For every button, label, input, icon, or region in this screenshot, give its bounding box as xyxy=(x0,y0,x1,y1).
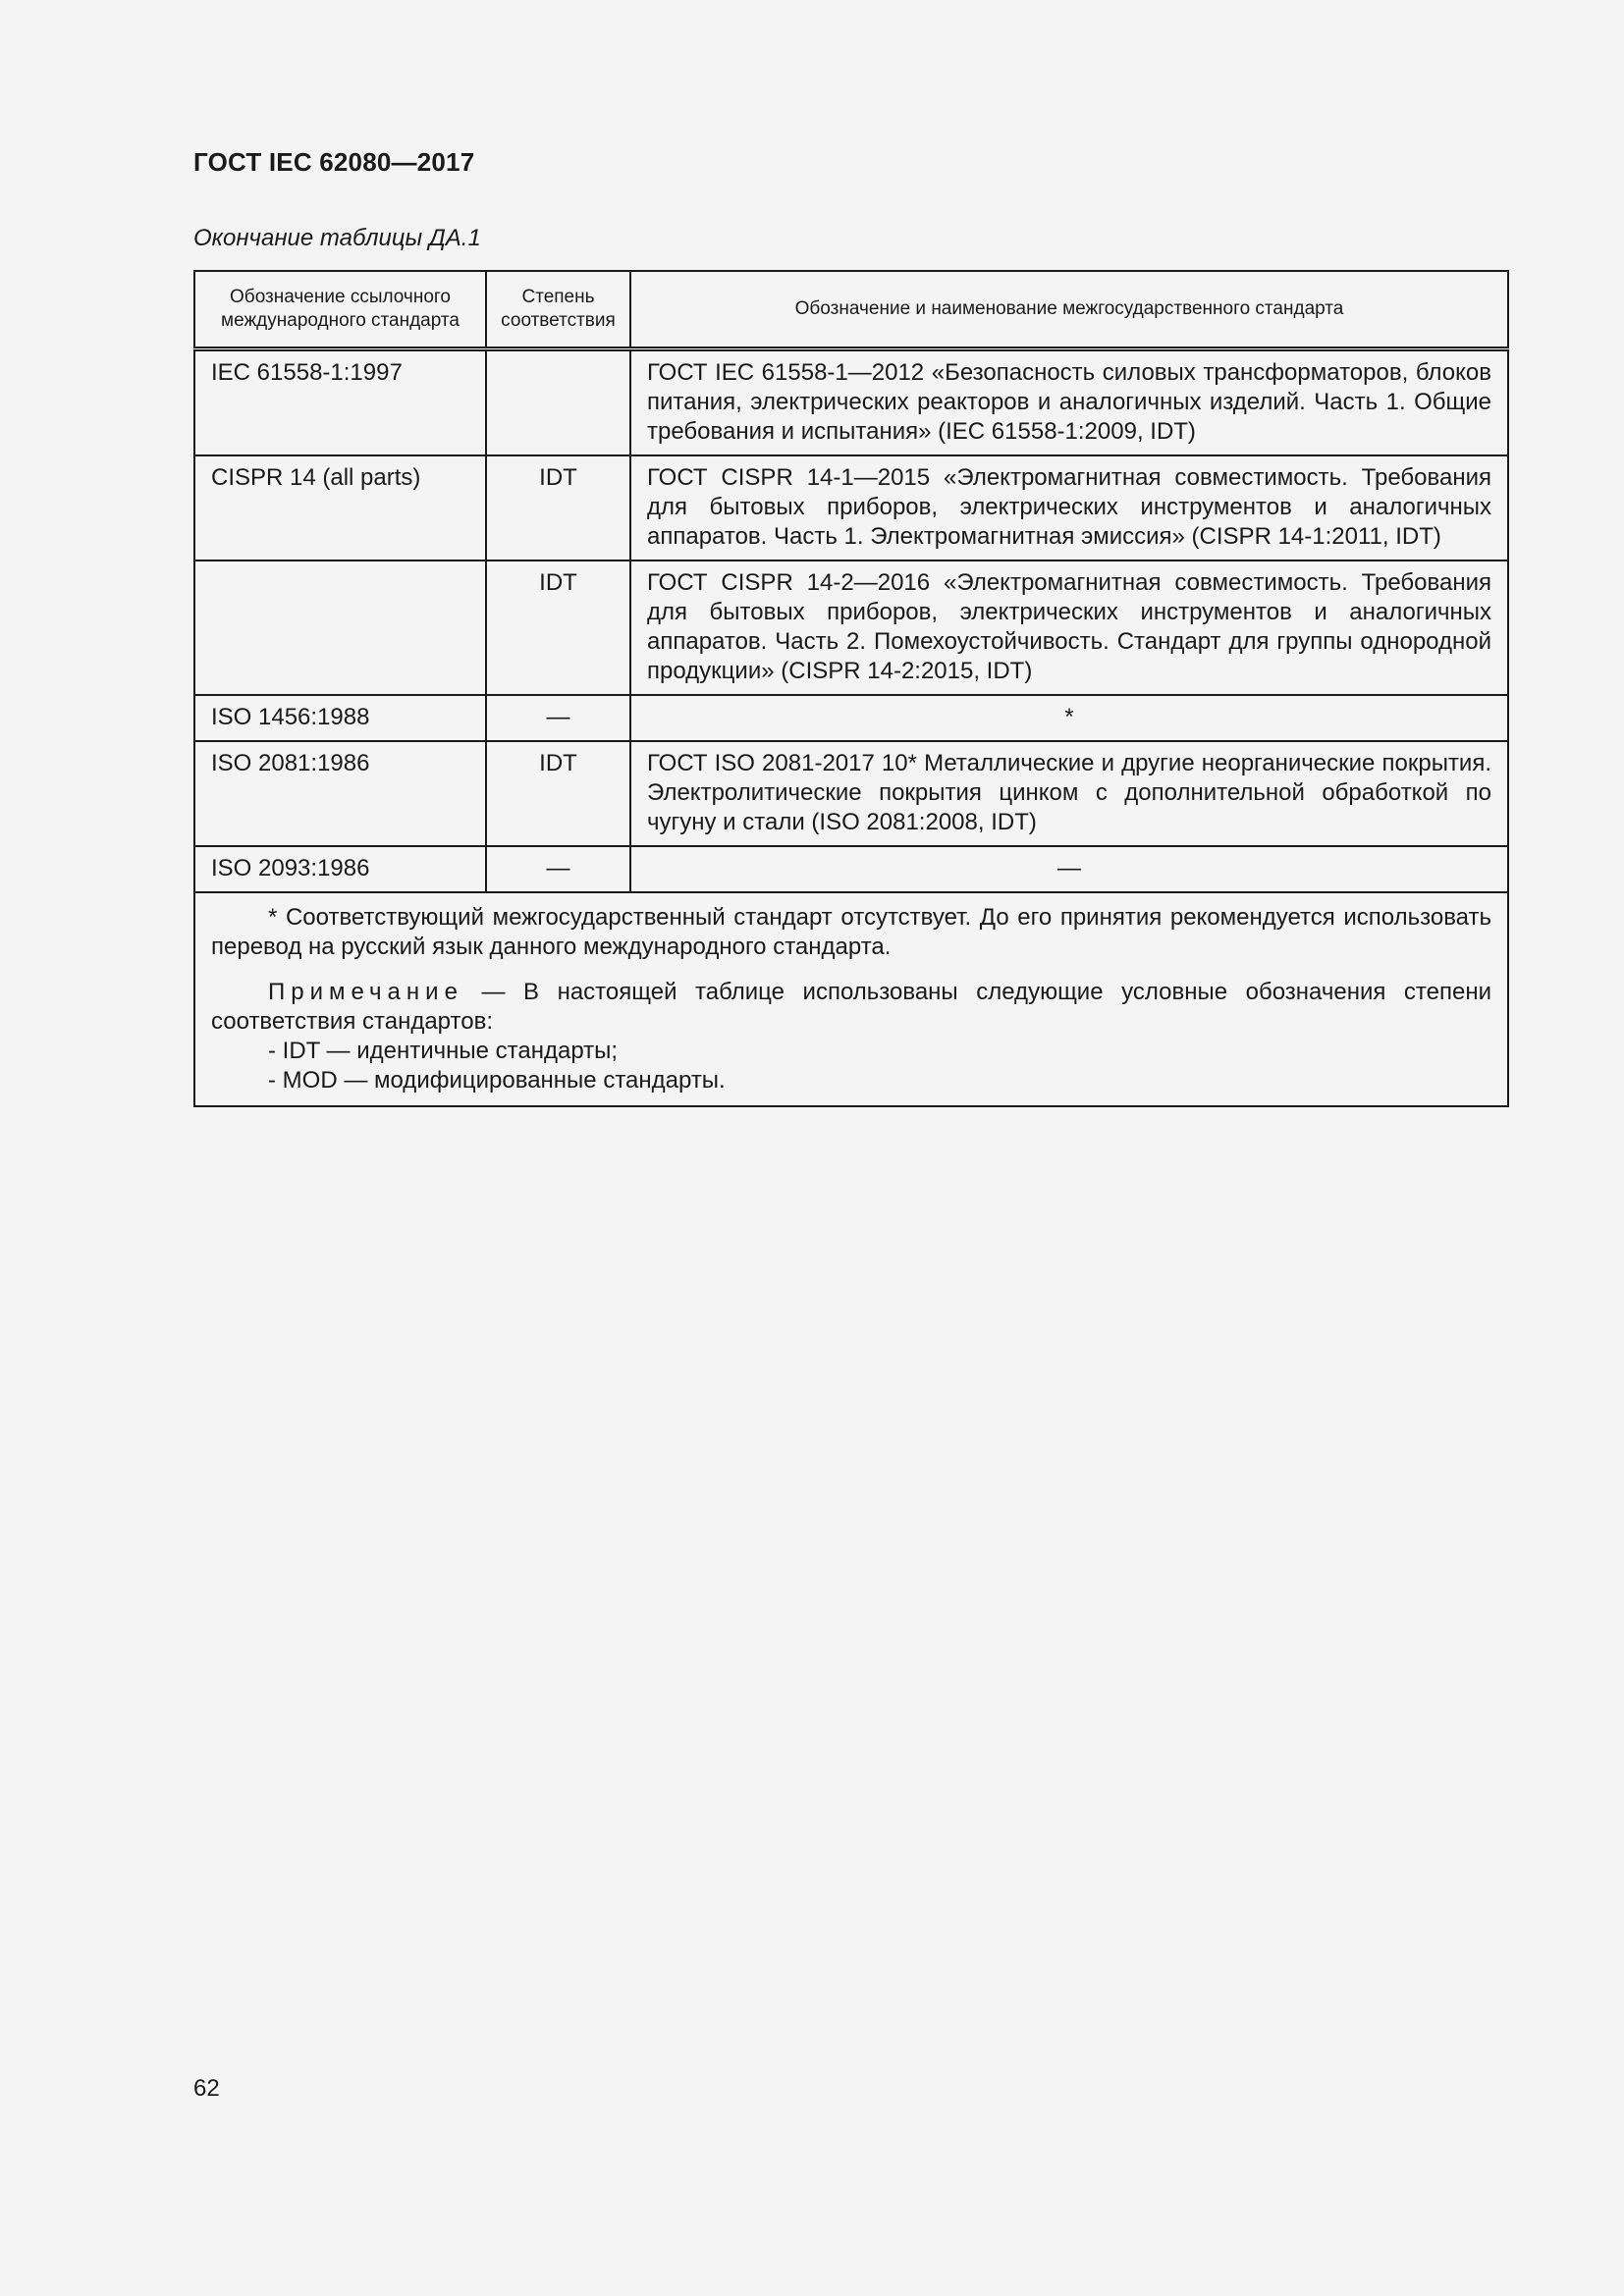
cell-standard: — xyxy=(630,846,1508,892)
cell-standard: ГОСТ IEC 61558-1—2012 «Безопасность силовых трансформаторов, блоков питания, электрических реакторов и аналогичных изделий. Часть 1. Общие требования и испытания» (IEC 61558-1:2009, IDT) xyxy=(630,349,1508,456)
cell-reference xyxy=(194,561,486,695)
page-number: 62 xyxy=(193,2075,220,2102)
note-paragraph xyxy=(211,978,1491,1037)
column-header-degree: Степень соответствия xyxy=(486,271,630,349)
cell-reference: IEC 61558-1:1997 xyxy=(194,349,486,456)
cell-reference: CISPR 14 (all parts) xyxy=(194,455,486,561)
cell-reference: ISO 2093:1986 xyxy=(194,846,486,892)
footnote-cell xyxy=(194,892,1508,1106)
cell-standard: ГОСТ ISO 2081-2017 10* Металлические и другие неорганические покрытия. Электролитические покрытия цинком с дополнительной обработкой по чугуну и стали (ISO 2081:2008, IDT) xyxy=(630,741,1508,846)
table-row xyxy=(194,349,1508,456)
column-header-reference: Обозначение ссылочного международного стандарта xyxy=(194,271,486,349)
cell-degree: IDT xyxy=(486,455,630,561)
cell-degree: IDT xyxy=(486,561,630,695)
note-item-mod: - MOD — модифицированные стандарты. xyxy=(268,1067,726,1094)
table-caption: Окончание таблицы ДА.1 xyxy=(193,225,481,251)
cell-degree: — xyxy=(486,695,630,741)
standards-table xyxy=(193,270,1509,1107)
cell-standard: ГОСТ CISPR 14-2—2016 «Электромагнитная совместимость. Требования для бытовых приборов, электрических инструментов и аналогичных аппаратов. Часть 2. Помехоустойчивость. Стандарт для группы однородной продукции» (CISPR 14-2:2015, IDT) xyxy=(630,561,1508,695)
document-title: ГОСТ IEC 62080—2017 xyxy=(193,147,475,177)
table-header-row xyxy=(194,271,1508,349)
table-row xyxy=(194,455,1508,561)
cell-degree: — xyxy=(486,846,630,892)
note-text: — В настоящей таблице использованы следующие условные обозначения степени соответствия стандартов: xyxy=(211,979,1491,1035)
note-label: Примечание xyxy=(268,979,463,1005)
table-footnote-row xyxy=(194,892,1508,1106)
table-row xyxy=(194,561,1508,695)
column-header-standard: Обозначение и наименование межгосударственного стандарта xyxy=(630,271,1508,349)
table-row xyxy=(194,741,1508,846)
table-row xyxy=(194,695,1508,741)
note-item-idt: - IDT — идентичные стандарты; xyxy=(268,1038,619,1064)
cell-degree: IDT xyxy=(486,741,630,846)
cell-reference: ISO 2081:1986 xyxy=(194,741,486,846)
table-row xyxy=(194,846,1508,892)
cell-reference: ISO 1456:1988 xyxy=(194,695,486,741)
cell-degree xyxy=(486,349,630,456)
footnote-text: * Соответствующий межгосударственный стандарт отсутствует. До его принятия рекомендуется использовать перевод на русский язык данного международного стандарта. xyxy=(211,904,1491,960)
cell-standard: * xyxy=(630,695,1508,741)
cell-standard: ГОСТ CISPR 14-1—2015 «Электромагнитная совместимость. Требования для бытовых приборов, электрических инструментов и аналогичных аппаратов. Часть 1. Электромагнитная эмиссия» (CISPR 14-1:2011, IDT) xyxy=(630,455,1508,561)
